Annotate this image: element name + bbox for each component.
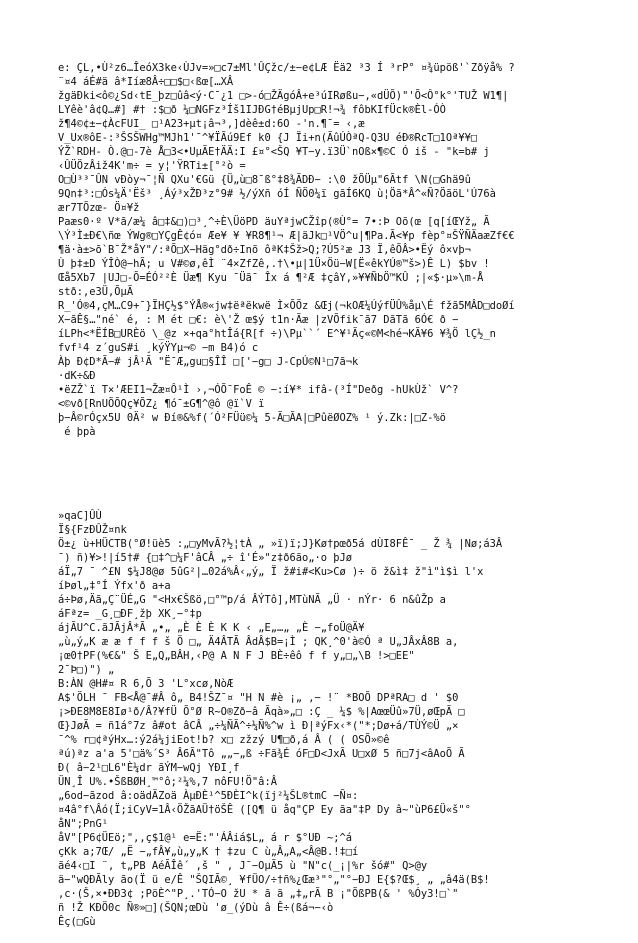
text-line: é þpà	[58, 426, 96, 438]
text-line: »qaC]ÛÙ	[58, 510, 102, 522]
text-line: ,c·(Š,×•ÐÐ3¢ ;PöÈ^"P¸.'TÓ−O žU * ã ã „‡„rÃ B ¡"ÕßPB(& ' %Óy3!□`"	[58, 888, 459, 900]
text-line: O□Ù³³¯ÛN vÐòy¬¯¦Ñ QXu'€Gü {Ü„ù□8¯ß°‡8¾ÃDÐ− :\0 žÕÜµ"6Ãtf \N(□Ghä9û	[58, 174, 471, 186]
text-line: áFªz= _G¸□ÐF¸žþ XK¸−°‡p	[58, 608, 202, 620]
text-line: ž¶4©¢±−¢ÀcFUI_ □¹A23+µt¡â¬³,]dèê±d:6O -'n.¶¯= ‹,æ	[58, 118, 365, 130]
text-line: þ−Â©rÓçx5U 0Ä² w Ðí®&%f(´Ó²FÜü©¼ 5-Ã□ÃA|□PûëØOZ% ¹ ý.Zk:|□Z-%ö	[58, 412, 446, 424]
text-line: ær7TÕzœ- Ö¤¥ž	[58, 202, 140, 214]
document-page	[58, 33, 618, 943]
text-line: 9Qn‡³:□Ós¼Ä'Ëš³ ¸Áý³xŽÐ³z°9# ½/ýXñ óÍ ÑÖ0¼ï gãÍ6KQ ù¦Öã*Â^«Ñ?ÖãöL'Ú76à	[58, 188, 496, 200]
text-line: ÝŽ`RDH- Ò.@□-7è Å□3<•UµÃE†ÄÄ:I £¤°<ŠQ ¥T−y.ï3Ü`nOß×¶©C Ó iš - "k=b# j	[58, 146, 490, 158]
text-line: ¡>ÐE8M8E8Iø¹ð/Â?¥fÜ Õ°Ø R~O®Zð−â Ãqà»„□ :Ç _ ¼$ %|AœœÜû»7Ü,øŒpÃ □	[58, 706, 465, 718]
text-line: \Ý³Ì±Ð€\ñœ ÝWg®□YÇgÊ¢ó¤ Æe¥ ¥ ¥R8¶¹¬ Æ|äJk□¹VÖ^u|¶Pa.Ã<¥p fèp°¤ŠŸÑÄaæZf€€	[58, 230, 515, 242]
text-line: Êç(□Gù	[58, 916, 96, 928]
text-line: áÏ„7 ¯ ^£N $¼J8@ø 5ûG²|…02á%Â‹„ý„ Ï ž#i#<Ku>Cø )÷ ö ž&ì‡ ž"ì"ì$ì l'x	[58, 566, 484, 578]
text-line: åN";PnG¹	[58, 818, 109, 830]
text-line: „ù„ý„K æ æ f f f š Ö □„ Ä4ÂTÃ ÂdÂ$B=¡Ì ; QK¸^0'à©Ó ª U„JÂxÂ8B a,	[58, 636, 459, 648]
text-line: íLPh<*ËÍB□URÈö \_@z ×+qa°htÎá{R[f ÷)\Pµ``´ E^¥¹Ãç«©M<hé¬KÃ¥6 ¥¾Ö lÇ½_n	[58, 328, 496, 340]
text-line: Ï§{FzÐÛŽ¤nk	[58, 524, 127, 536]
text-line: ·dK÷&Ð	[58, 370, 96, 382]
text-line: <©vð[RnUÕÕQç¥ÕZ¿ ¶ó¯±G¶^@ô @ï`V ï	[58, 398, 265, 410]
text-line: V_Ux®ôE-:³ŠSŠWHg™MJh1'¯^¥ÏÃú9Ef k0 {J Ïi+n(ÃûÚÒªQ-Q3U éÐ®RcT□1Oª¥¥□	[58, 132, 478, 144]
text-line: ¨¤4 áÉ#ä â*Iíæ8Â÷□□$□‹ßœ[…XÂ	[58, 76, 234, 88]
text-line: íÞøl„‡°Í Ýfx'ð a+a	[58, 580, 171, 592]
text-line: 2¯Þ□)") „	[58, 664, 115, 676]
text-line: åV"[P6¢ÜEö;",,ç$1@¹ e=Ë:"'ÁÂiá$L„ á r $°UÐ ~;^á	[58, 832, 353, 844]
text-line: ãé4‹□I ¨, t„PB AéÃÎê´ ,š " , J¯−OµÃ5 ù "N"c(_¡|%r šó#" Q>@y	[58, 860, 428, 872]
text-line: Àþ Ð¢D*Ã−# jÂ¹Ã "Ë¯Æ„gu□§ÎÎ □['−g□ J-CpÚ©N¹□7ã¬k	[58, 356, 359, 368]
text-line: B:ÀN @H#¤ R 6,Õ 3 'L°xcø,NòÆ	[58, 678, 234, 690]
text-line: Œ}JøÃ = ñ1á°7z â#ot âCÂ „÷¼ÑÃ^÷¼Ñ%^w ì Ð|ªýFx‹*("*;Dø+á/TÙÝ©Ü „×	[58, 720, 459, 732]
text-line: Œå5Xb7 |UJ□-Õ=ÉÓ²²È Üæ¶ Kyu ¯Üã¯ Îx á ¶²Æ ‡çâY,»¥¥ÑbÖ™KÛ ;|«$·µ»\m-Å	[58, 272, 484, 284]
text-line: Ð( â−2¹□L6"È¼dr ãÝM−wQj YÐI¸f	[58, 762, 240, 774]
text-line: Paæs0·º V*ã/æ¼ â□‡&□)□³¸^÷È\ÜöPD äuYªjwCŽîp(®Ù°= 7•:Þ Oõ(œ [q[íŒYž„ Ã	[58, 216, 490, 228]
text-line: R_'Ó®4,çM…C9+¯}ÏHÇ½$°ÝÅ®«jw‡ëªëkwë Ì×ÕÕz &Œj(¬kOÆ¼ÚýfÜÛ%åµ\É fžã5MÂD□doØí	[58, 300, 515, 312]
text-line: žgäÐki<ô©¿Sd‹tE_þz□ûâ<ý·C¯¿1 □>-ó□ŽÄgóÂ+e³úIRøßu−,«dÜÕ)"'Õ<Ô°k°'TUŽ W1¶|	[58, 90, 509, 102]
text-line: ä−"wQÐÃly ão(Ï ü e/Ê "ŠQIÃ©¸ ¥fÜO/÷†ñ%¿Œæ³"°„"°−ÐJ E{$?Œ$¸ „ „â4ä(B$!	[58, 874, 490, 886]
text-line: ¯^% r□¢ªýHx…:ý2á¼jiEot!b? x□ zžzý U¶□ð,á Â ( ( OSÕ»©ê	[58, 734, 390, 746]
text-line: ¤4â°f\Âó(Ï;iCyV=1Â‹ÖŽãAÜ†öŠÊ ([Q¶ ü åq"ÇP Ey ãa"‡P Dy â~"ùP6£Ü«š"°	[58, 804, 471, 816]
text-line: LYêè'â¢Q…#] #† :$□ð ¼□NGFz³Íš1IJÐG†éBµjUp□R!¬¾ fôbKIfÜck®Èl-ÓÒ	[58, 104, 446, 116]
text-line: ¡œ0†PF(%€&" Š E„Q„BÂH,‹P@ A N F J BÈ÷êô f f y„□„\B !>□EE"	[58, 650, 415, 662]
text-line: á÷Þø,Äã„Ç¨ÜÉ„G "<Hx€Šßö,□°™p/á ÂÝTô],MTùNÃ „Ü · nÝr· 6 n&ûŽp a	[58, 594, 446, 606]
text-line: ªú)ªz a'a 5'□ä%´S³ Â6Ã"Tô „„−„ß ÷Fã¾É óF□D<JxÃ U□xØ 5 ñ□7j<âAoÕ Ã	[58, 748, 465, 760]
text-line: Ö±¿ ù+HÜCTB(°Ø!üè5 :„□yMvÃ?½¦tÀ „ »ï)ï;J}Kø†pœð5á dÙI8FÊ¯ _ Ž ¾ |Nø;á3Â	[58, 538, 503, 550]
text-line: stð:,e3Ü,ÕµÃ	[58, 286, 134, 298]
text-line: ‹ÛÜÖzÂiž4K'm÷ = y¦'ŸRTi±[°²ò =	[58, 160, 246, 172]
paragraph-gap	[58, 467, 618, 481]
text-line: ¯) ñ)¥>!|í5†# {□‡^□¼F'âCÂ „÷ î'É»"z‡ð6ão„·o þJø	[58, 552, 353, 564]
text-line: Ù þ‡±D ÝÎÒ@−hÃ; u V#©ø,êÌ ¨4×ZfZê,.†\•µ|1Ü×Öü−W[Ë«êkYÚ®™š>)Ê L) $bv !	[58, 258, 490, 270]
text-line: çKk a;7Œ/ „Ë −„fÂ¥„ù„y„K † ‡zu C ù„Â„A„<Â@B.!‡□í	[58, 846, 359, 858]
text-line: e: ÇL,•Ù²z6…ÎeóX3ke‹ÙJv=»□c7±Ml'ÛÇžc/±−e¢LÆ Ëä2 ³3 Í ³rP° ¤¾üpöß'`Zðÿå% ?	[58, 62, 515, 74]
text-line: „6od−ãzod â:oädÄZoä ÀµÐÈ¹^5ÐÈI^k(ïj²¼ŠL®tmC −Ñ¤:	[58, 790, 359, 802]
text-line: A$'ÖLH ¯ FB<Å@¯#Â ô„ B4!ŠZ¯¤ "H N #è ¡„ ,− !¨ *BOÕ DPªRA□ d ' $0	[58, 692, 459, 704]
text-line: ájÃU^C.ãJÃjÂ*Ã „•„ „È È È K K ‹ „E„…„ „È −„foÜ@Ä¥	[58, 622, 365, 634]
text-line: ¶ä·à±>õ`B¯Ž*åY"/:ªÕ□X−Häg°dð÷Inõ ôªK‡Šž>Q;?Ú5²æ J3 Ï,êÕÂ>•Ëý ô×vþ¬	[58, 244, 471, 256]
text-line: fvf¹4 z´guS#i ¸kýŸYµ¬© −m B4)ó c	[58, 342, 259, 354]
text-line: X−ãÊ§…"né` é, : M ét □€: è\'Ž œ$ý t1n·Ãæ |zVÕfik¯ã7 DãTã 6Ó€ ð −	[58, 314, 459, 326]
text-line: •ëZŽ`ï T×'ÆEI1¬Žæ¤Ô¹Ì ›,¬ÓÕ¯FoÊ © −:í¥* ifâ-(³Í"Deðg -hUkÙž` V^?	[58, 384, 459, 396]
text-line: ñ !Ž KÐÖ0c Ñ®»□](ŠQN;œDù 'ø_(ýDù â Ê÷(ßá¬−‹ò	[58, 902, 334, 914]
text-block-upper	[58, 61, 618, 439]
text-block-lower	[58, 509, 618, 929]
text-line: ÜN¸Î U%.•ŠßBØH¸™°ô;²¼%,7 nôFU!Ö"â:Â	[58, 776, 277, 788]
